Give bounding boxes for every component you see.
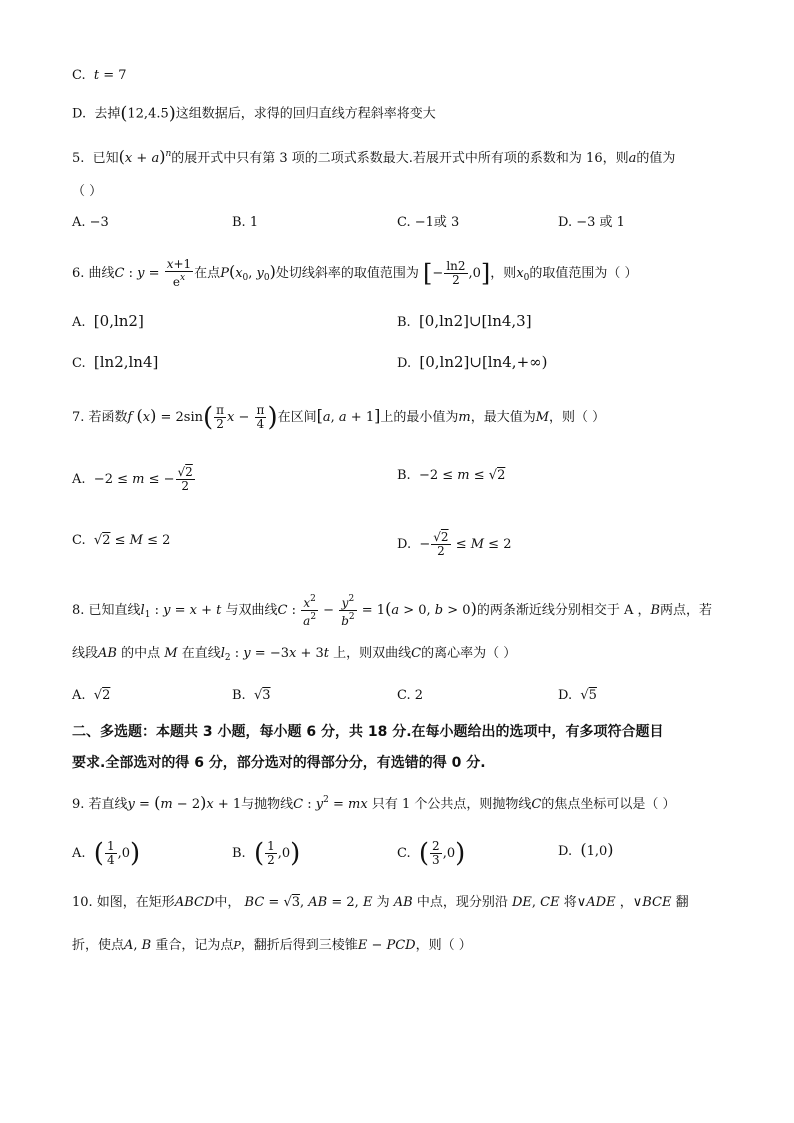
q6-option-b: B. [0,ln2]∪[ln4,3]: [397, 312, 532, 330]
question-9: 9. 若直线y = (m − 2)x + 1与抛物线C : $y^2$ = mx 只有 1 个公共点，则抛物线C的焦点坐标可以是（ ）: [72, 793, 676, 812]
q5-option-c: C. −1或 3: [397, 215, 460, 230]
q9-option-a: A. ( $\frac{1}{4}$ ,0): [72, 838, 141, 869]
q8-option-a: A. √2: [72, 688, 111, 703]
q7-option-d: D. − $\frac{√2}{2}$ ≤ M ≤ 2: [397, 530, 512, 558]
q5-option-a: A. −3: [72, 215, 109, 230]
option-c-t: C. t = 7: [72, 68, 127, 83]
q6-option-c: C. [ln2,ln4]: [72, 353, 159, 371]
section-2-heading-line2: 要求.全部选对的得 6 分，部分选对的得部分分，有选错的得 0 分.: [72, 755, 486, 771]
q7-option-c: C. √2 ≤ M ≤ 2: [72, 533, 171, 548]
q8-option-c: C. 2: [397, 688, 424, 703]
section-2-heading-line1: 二、多选题：本题共 3 小题，每小题 6 分，共 18 分.在每小题给出的选项中，有多项符合题目: [72, 724, 664, 740]
q7-option-b: B. −2 ≤ m ≤ √2: [397, 468, 506, 483]
q6-option-a: A. [0,ln2]: [72, 312, 144, 330]
q6-option-d: D. [0,ln2]∪[ln4,+∞): [397, 353, 548, 371]
question-10-line2: 折，使点A, B 重合，记为点P，翻折后得到三棱锥E − PCD，则（ ）: [72, 938, 472, 953]
question-8-line1: 8. 已知直线$l_1$ : y = x + t 与双曲线C : $\frac{x^2}{a^2}$ − $\frac{y^2}{b^2}$ = 1(a > 0, b > 0)的两条渐近线分别相交于 A ，B两点，若: [72, 594, 713, 628]
question-6: 6. 曲线C : y = $\frac{x+1}{e^x}$ 在点$P(x_0$, $y_0$)处切线斜率的取值范围为 [− $\frac{\ln 2}{2}$ ,0]，则$x_0$的取值范围为（ ）: [72, 257, 638, 289]
question-8-line2: 线段AB 的中点 M 在直线$l_2$ : y = −3x + 3t 上，则双曲线C的离心率为（ ）: [72, 646, 517, 663]
q9-option-c: C. ( $\frac{2}{3}$ ,0): [397, 838, 466, 869]
option-d-remove: D. 去掉(12,4.5)这组数据后，求得的回归直线方程斜率将变大: [72, 103, 436, 124]
question-7: 7. 若函数f (x) = 2sin( $\frac{\pi}{2}$ x − $\frac{\pi}{4}$ )在区间[a, a + 1]上的最小值为m，最大值为M，则（ ）: [72, 402, 606, 433]
q9-option-b: B. ( $\frac{1}{2}$ ,0): [232, 838, 301, 869]
q5-option-d: D. −3 或 1: [558, 215, 625, 230]
q5-option-b: B. 1: [232, 215, 259, 230]
question-10-line1: 10. 如图，在矩形ABCD中， BC = √3, AB = 2, E 为 AB 中点，现分别沿 DE, CE 将∨ADE ，∨BCE 翻: [72, 895, 689, 910]
q7-option-a: A. −2 ≤ m ≤ − $\frac{√2}{2}$: [72, 465, 193, 493]
question-5-line2: （ ）: [72, 184, 103, 199]
question-5-line1: 5. 已知$(x + a)^n$的展开式中只有第 3 项的二项式系数最大.若展开式中所有项的系数和为 16，则a的值为: [72, 147, 676, 166]
q8-option-b: B. √3: [232, 688, 271, 703]
q8-option-d: D. √5: [558, 688, 597, 703]
q9-option-d: D. (1,0): [558, 840, 614, 859]
